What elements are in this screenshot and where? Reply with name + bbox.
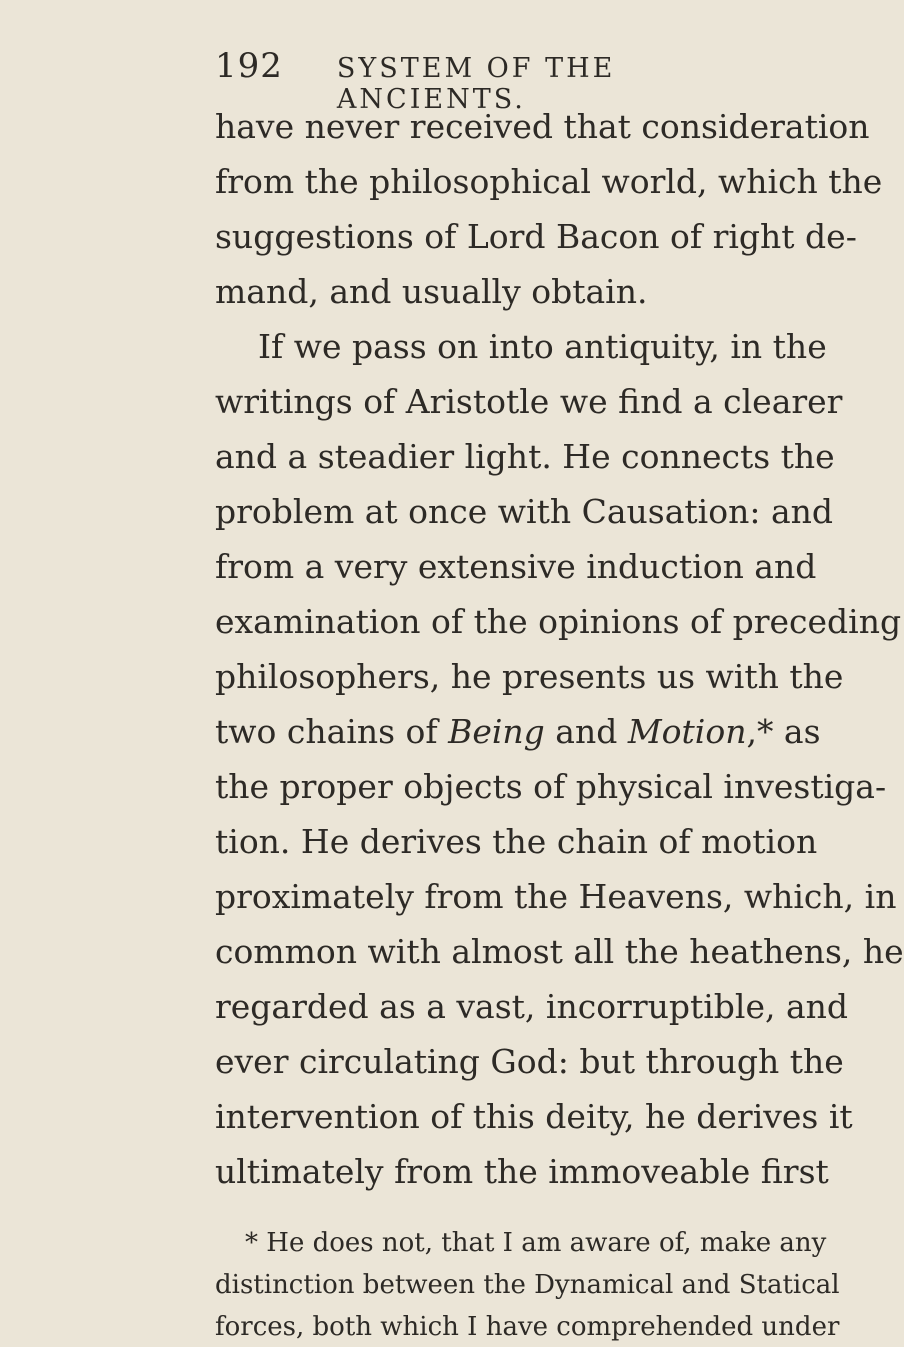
italic-being: Being [448,712,545,751]
italic-motion: Motion [627,712,747,751]
text-line: from the philosophical world, which the [215,162,883,201]
text-line [215,712,821,751]
running-title: SYSTEM OF THE ANCIENTS. [336,53,616,115]
footnote-line: * He does not, that I am aware of, make any [245,1228,827,1258]
text-line: mand, and usually obtain. [215,272,648,311]
text-line: have never received that consideration [215,107,870,146]
text-segment: and [544,712,628,751]
text-line: philosophers, he presents us with the [215,657,844,696]
text-line: ultimately from the immoveable first [215,1152,829,1191]
text-line: problem at once with Causation: and [215,492,833,531]
page-number: 192 [215,46,283,86]
text-line: from a very extensive induction and [215,547,817,586]
text-line: and a steadier light. He connects the [215,437,835,476]
text-line: suggestions of Lord Bacon of right de- [215,217,857,256]
text-line: intervention of this deity, he derives it [215,1097,853,1136]
footnote-line: distinction between the Dynamical and Statical [215,1270,840,1300]
text-line: If we pass on into antiquity, in the [258,327,827,366]
footnote-line: forces, both which I have comprehended under [215,1312,840,1342]
text-segment: ,* as [746,712,821,751]
text-line: common with almost all the heathens, he [215,932,904,971]
text-line: writings of Aristotle we find a clearer [215,382,843,421]
text-line: ever circulating God: but through the [215,1042,844,1081]
text-segment: two chains of [215,712,449,751]
page-header [215,46,735,115]
text-line: proximately from the Heavens, which, in [215,877,897,916]
text-line: regarded as a vast, incorruptible, and [215,987,849,1026]
text-line: examination of the opinions of preceding [215,602,902,641]
text-line: the proper objects of physical investiga- [215,767,887,806]
text-line: tion. He derives the chain of motion [215,822,818,861]
